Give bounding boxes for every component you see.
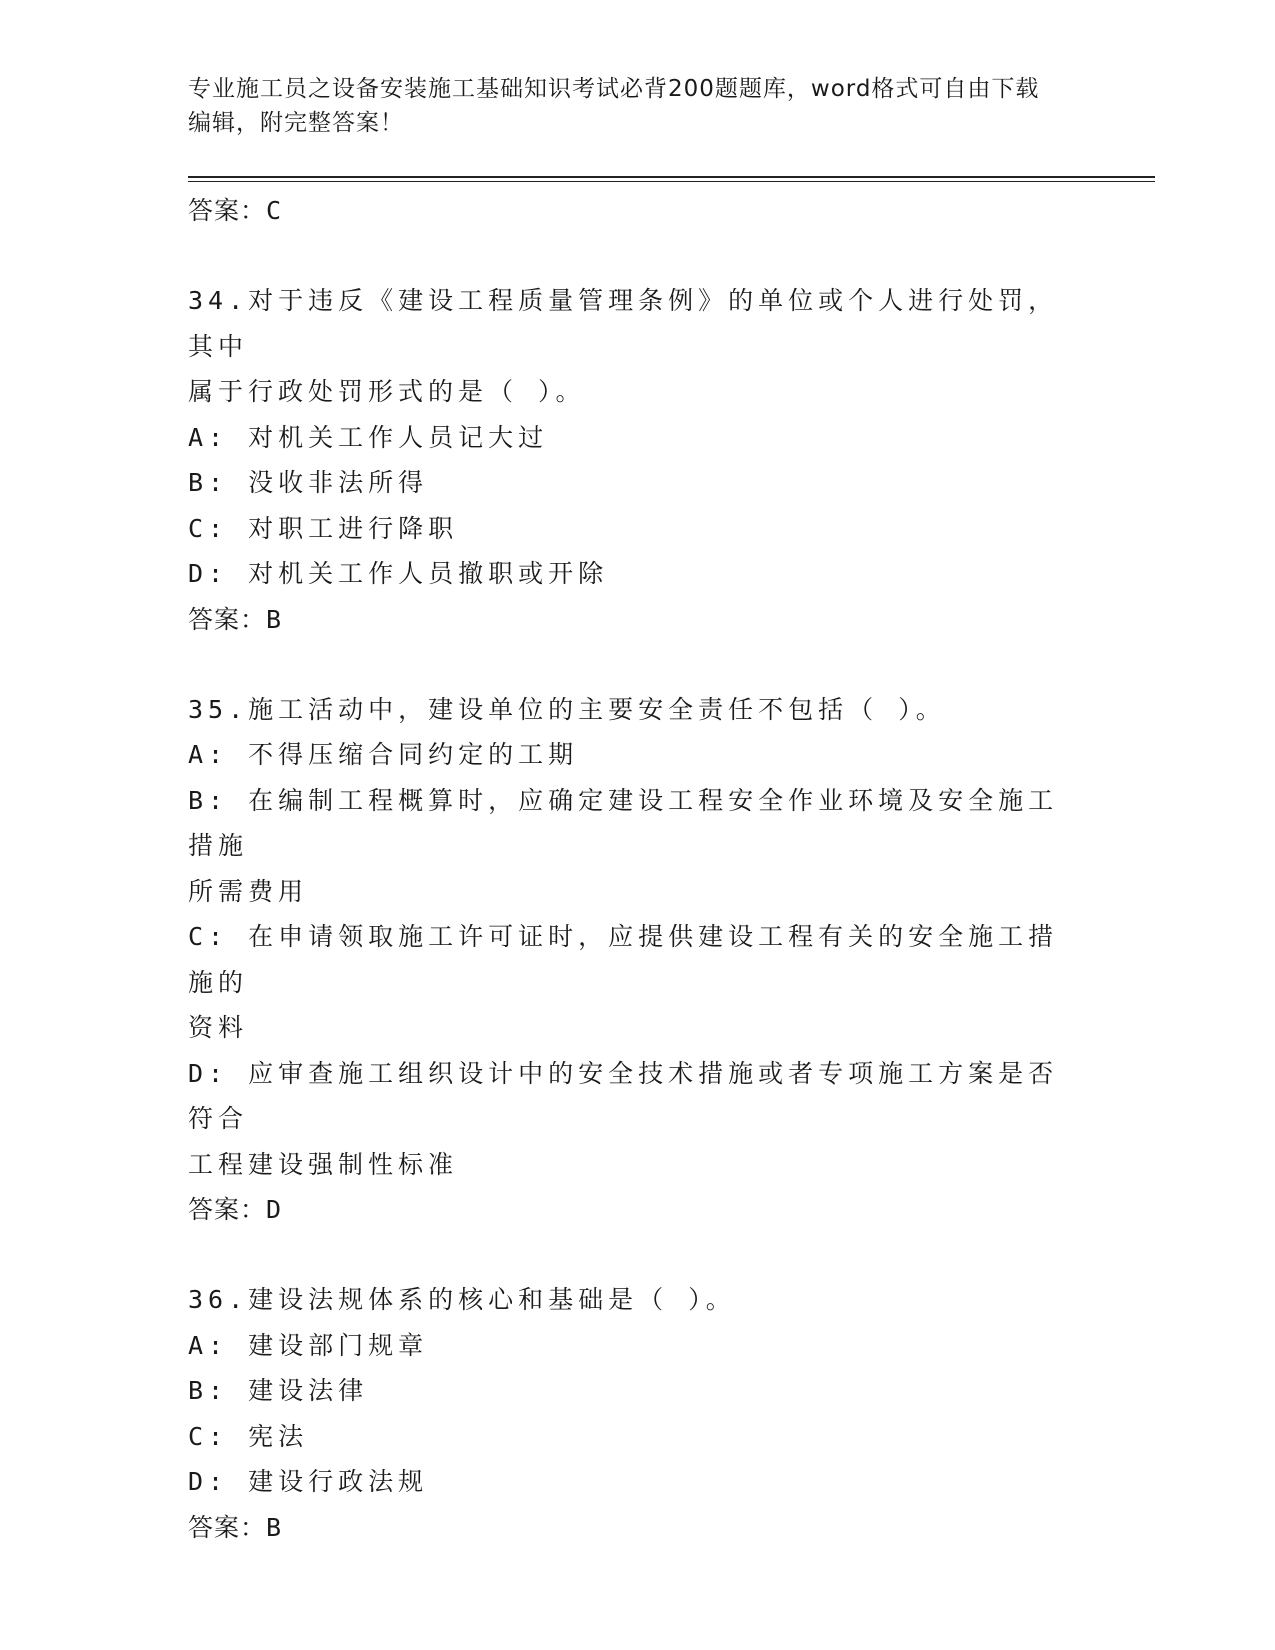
question-stem: 35.施工活动中，建设单位的主要安全责任不包括（ ）。 bbox=[188, 694, 946, 724]
previous-answer bbox=[188, 188, 1088, 234]
option-a: A: 不得压缩合同约定的工期 bbox=[188, 740, 579, 769]
option-d: D: 建设行政法规 bbox=[188, 1467, 429, 1496]
option-b: B: 建设法律 bbox=[188, 1376, 369, 1405]
option-c: C: 在申请领取施工许可证时，应提供建设工程有关的安全施工措施的 bbox=[188, 922, 1059, 997]
option-d: D: 对机关工作人员撤职或开除 bbox=[188, 559, 609, 588]
option-b: B: 在编制工程概算时，应确定建设工程安全作业环境及安全施工措施 bbox=[188, 785, 1059, 860]
answer-label: 答案： bbox=[188, 604, 267, 634]
question-34 bbox=[188, 278, 1088, 643]
answer-label: 答案： bbox=[188, 196, 267, 225]
option-c-continued: 资料 bbox=[188, 1013, 249, 1042]
option-a: A: 建设部门规章 bbox=[188, 1330, 429, 1360]
option-b: B: 没收非法所得 bbox=[188, 468, 429, 497]
header-divider-thin bbox=[188, 181, 1155, 182]
answer-value: C bbox=[266, 196, 283, 225]
answer-value: B bbox=[266, 604, 283, 634]
header-line-1: 专业施工员之设备安装施工基础知识考试必背200题题库，word格式可自由下载 bbox=[188, 76, 1040, 102]
option-b-continued: 所需费用 bbox=[188, 876, 309, 906]
option-c: C: 对职工进行降职 bbox=[188, 513, 459, 543]
option-d: D: 应审查施工组织设计中的安全技术措施或者专项施工方案是否符合 bbox=[188, 1058, 1059, 1133]
page-header bbox=[188, 72, 1088, 140]
question-35 bbox=[188, 687, 1088, 1234]
answer-label: 答案： bbox=[188, 1512, 267, 1542]
answer bbox=[188, 1505, 1088, 1551]
option-a: A: 对机关工作人员记大过 bbox=[188, 422, 549, 452]
answer-value: B bbox=[266, 1512, 283, 1542]
header-divider-thick bbox=[188, 176, 1155, 178]
question-stem: 34.对于违反《建设工程质量管理条例》的单位或个人进行处罚，其中 bbox=[188, 286, 1059, 361]
option-c: C: 宪法 bbox=[188, 1421, 309, 1451]
question-stem: 36.建设法规体系的核心和基础是（ ）。 bbox=[188, 1285, 736, 1314]
header-line-2: 编辑，附完整答案！ bbox=[188, 110, 404, 136]
answer bbox=[188, 597, 1088, 643]
answer-value: D bbox=[266, 1195, 283, 1224]
question-list bbox=[188, 188, 1088, 1551]
answer-label: 答案： bbox=[188, 1195, 267, 1224]
option-d-continued: 工程建设强制性标准 bbox=[188, 1149, 459, 1179]
question-stem-continued: 属于行政处罚形式的是（ ）。 bbox=[188, 377, 586, 406]
question-36 bbox=[188, 1277, 1088, 1551]
answer bbox=[188, 1187, 1088, 1233]
